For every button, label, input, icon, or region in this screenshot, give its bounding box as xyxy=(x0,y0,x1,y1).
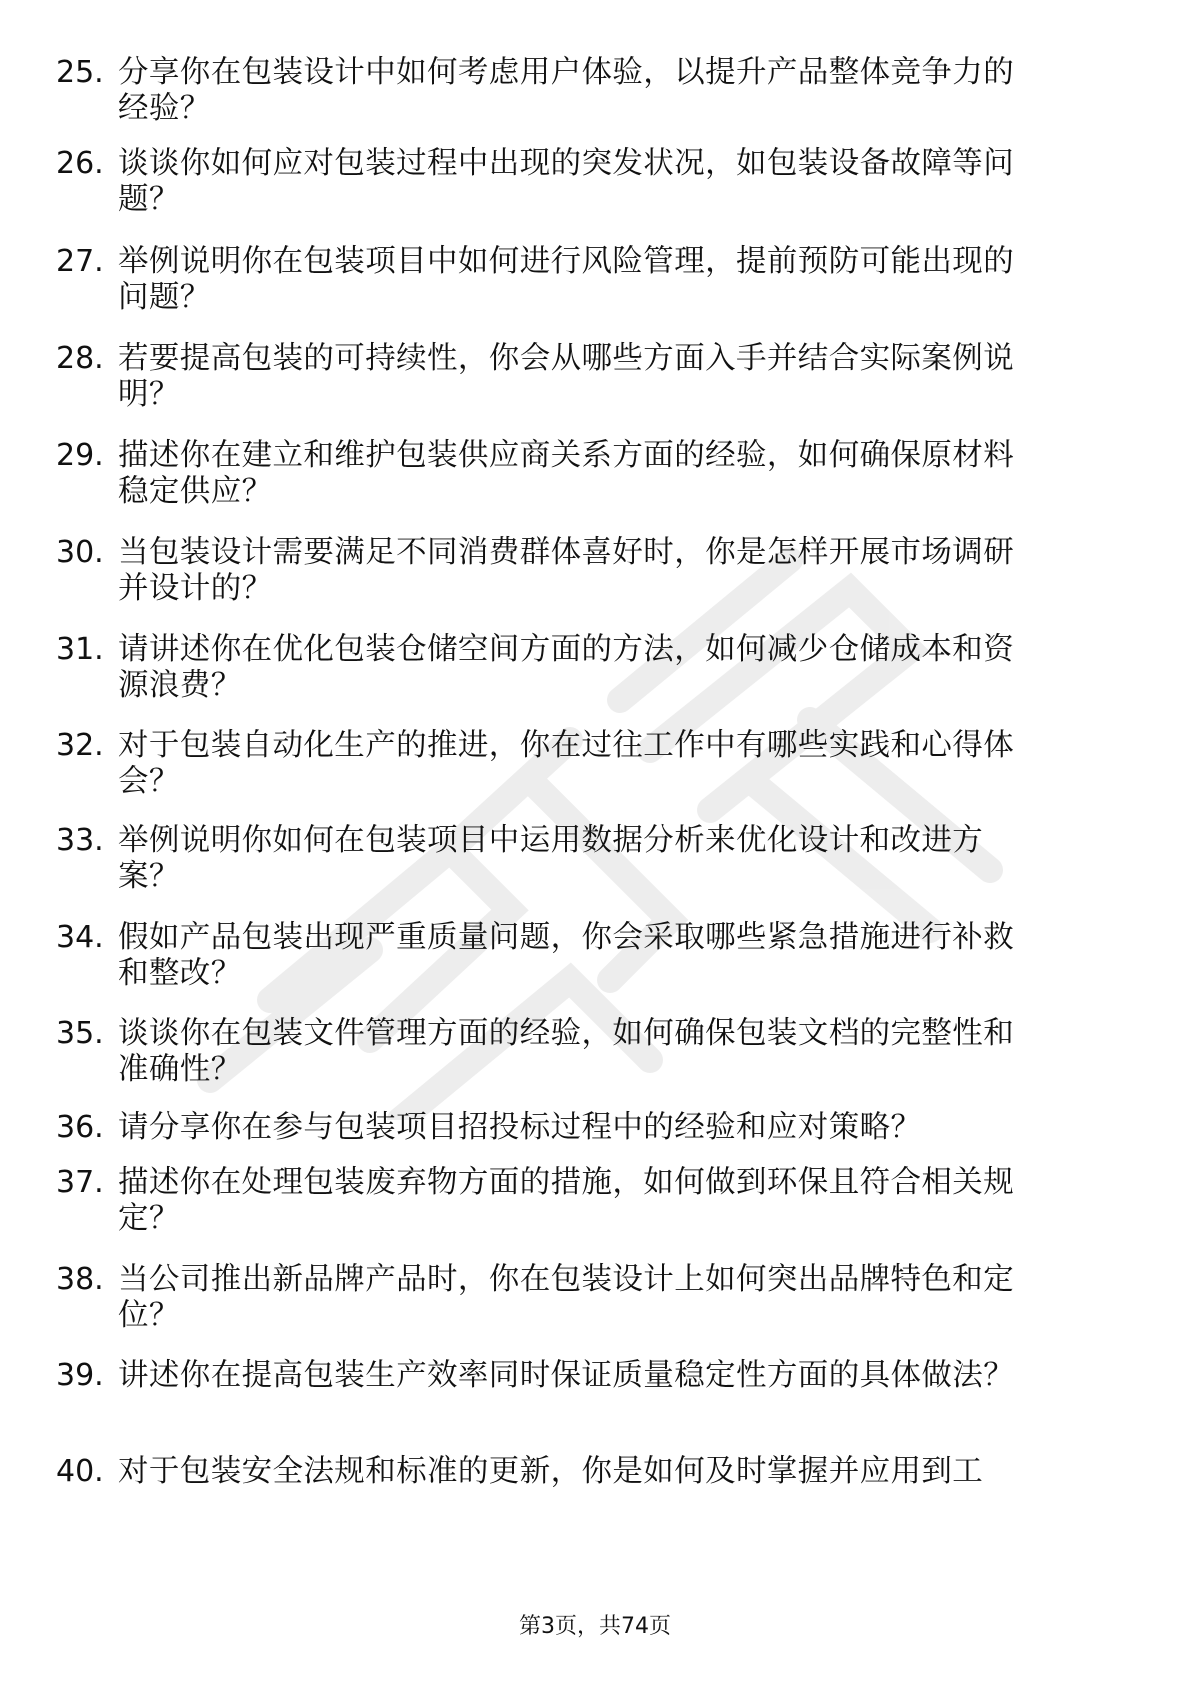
question-number: 34. xyxy=(56,920,104,955)
question-number: 31. xyxy=(56,632,104,667)
question-text: 当包装设计需要满足不同消费群体喜好时，你是怎样开展市场调研并设计的？ xyxy=(118,535,1015,606)
question-text: 举例说明你在包装项目中如何进行风险管理，提前预防可能出现的问题？ xyxy=(118,244,1015,315)
question-number: 33. xyxy=(56,823,104,858)
question-text: 请讲述你在优化包装仓储空间方面的方法，如何减少仓储成本和资源浪费？ xyxy=(118,632,1015,703)
question-text: 对于包装安全法规和标准的更新，你是如何及时掌握并应用到工 xyxy=(118,1454,984,1489)
question-number: 29. xyxy=(56,438,104,473)
question-text: 谈谈你如何应对包装过程中出现的突发状况，如包装设备故障等问题？ xyxy=(118,146,1015,217)
question-text: 讲述你在提高包装生产效率同时保证质量稳定性方面的具体做法？ xyxy=(118,1358,1015,1393)
question-text: 描述你在处理包装废弃物方面的措施，如何做到环保且符合相关规定？ xyxy=(118,1165,1015,1236)
question-number: 26. xyxy=(56,146,104,181)
question-text: 分享你在包装设计中如何考虑用户体验，以提升产品整体竞争力的经验？ xyxy=(118,55,1015,126)
question-number: 25. xyxy=(56,55,104,90)
question-number: 36. xyxy=(56,1110,104,1145)
question-number: 30. xyxy=(56,535,104,570)
question-text: 假如产品包装出现严重质量问题，你会采取哪些紧急措施进行补救和整改？ xyxy=(118,920,1015,991)
question-text: 当公司推出新品牌产品时，你在包装设计上如何突出品牌特色和定位？ xyxy=(118,1262,1015,1333)
question-text: 谈谈你在包装文件管理方面的经验，如何确保包装文档的完整性和准确性？ xyxy=(118,1016,1015,1087)
question-number: 35. xyxy=(56,1016,104,1051)
question-text: 对于包装自动化生产的推进，你在过往工作中有哪些实践和心得体会？ xyxy=(118,728,1015,799)
question-number: 40. xyxy=(56,1454,104,1489)
question-number: 32. xyxy=(56,728,104,763)
question-number: 27. xyxy=(56,244,104,279)
question-text: 描述你在建立和维护包装供应商关系方面的经验，如何确保原材料稳定供应？ xyxy=(118,438,1015,509)
question-text: 若要提高包装的可持续性，你会从哪些方面入手并结合实际案例说明？ xyxy=(118,341,1015,412)
page-number-footer: 第3页，共74页 xyxy=(519,1614,671,1639)
question-number: 37. xyxy=(56,1165,104,1200)
question-text: 请分享你在参与包装项目招投标过程中的经验和应对策略？ xyxy=(118,1110,922,1145)
question-number: 38. xyxy=(56,1262,104,1297)
question-text: 举例说明你如何在包装项目中运用数据分析来优化设计和改进方案？ xyxy=(118,823,984,894)
question-number: 39. xyxy=(56,1358,104,1393)
question-number: 28. xyxy=(56,341,104,376)
